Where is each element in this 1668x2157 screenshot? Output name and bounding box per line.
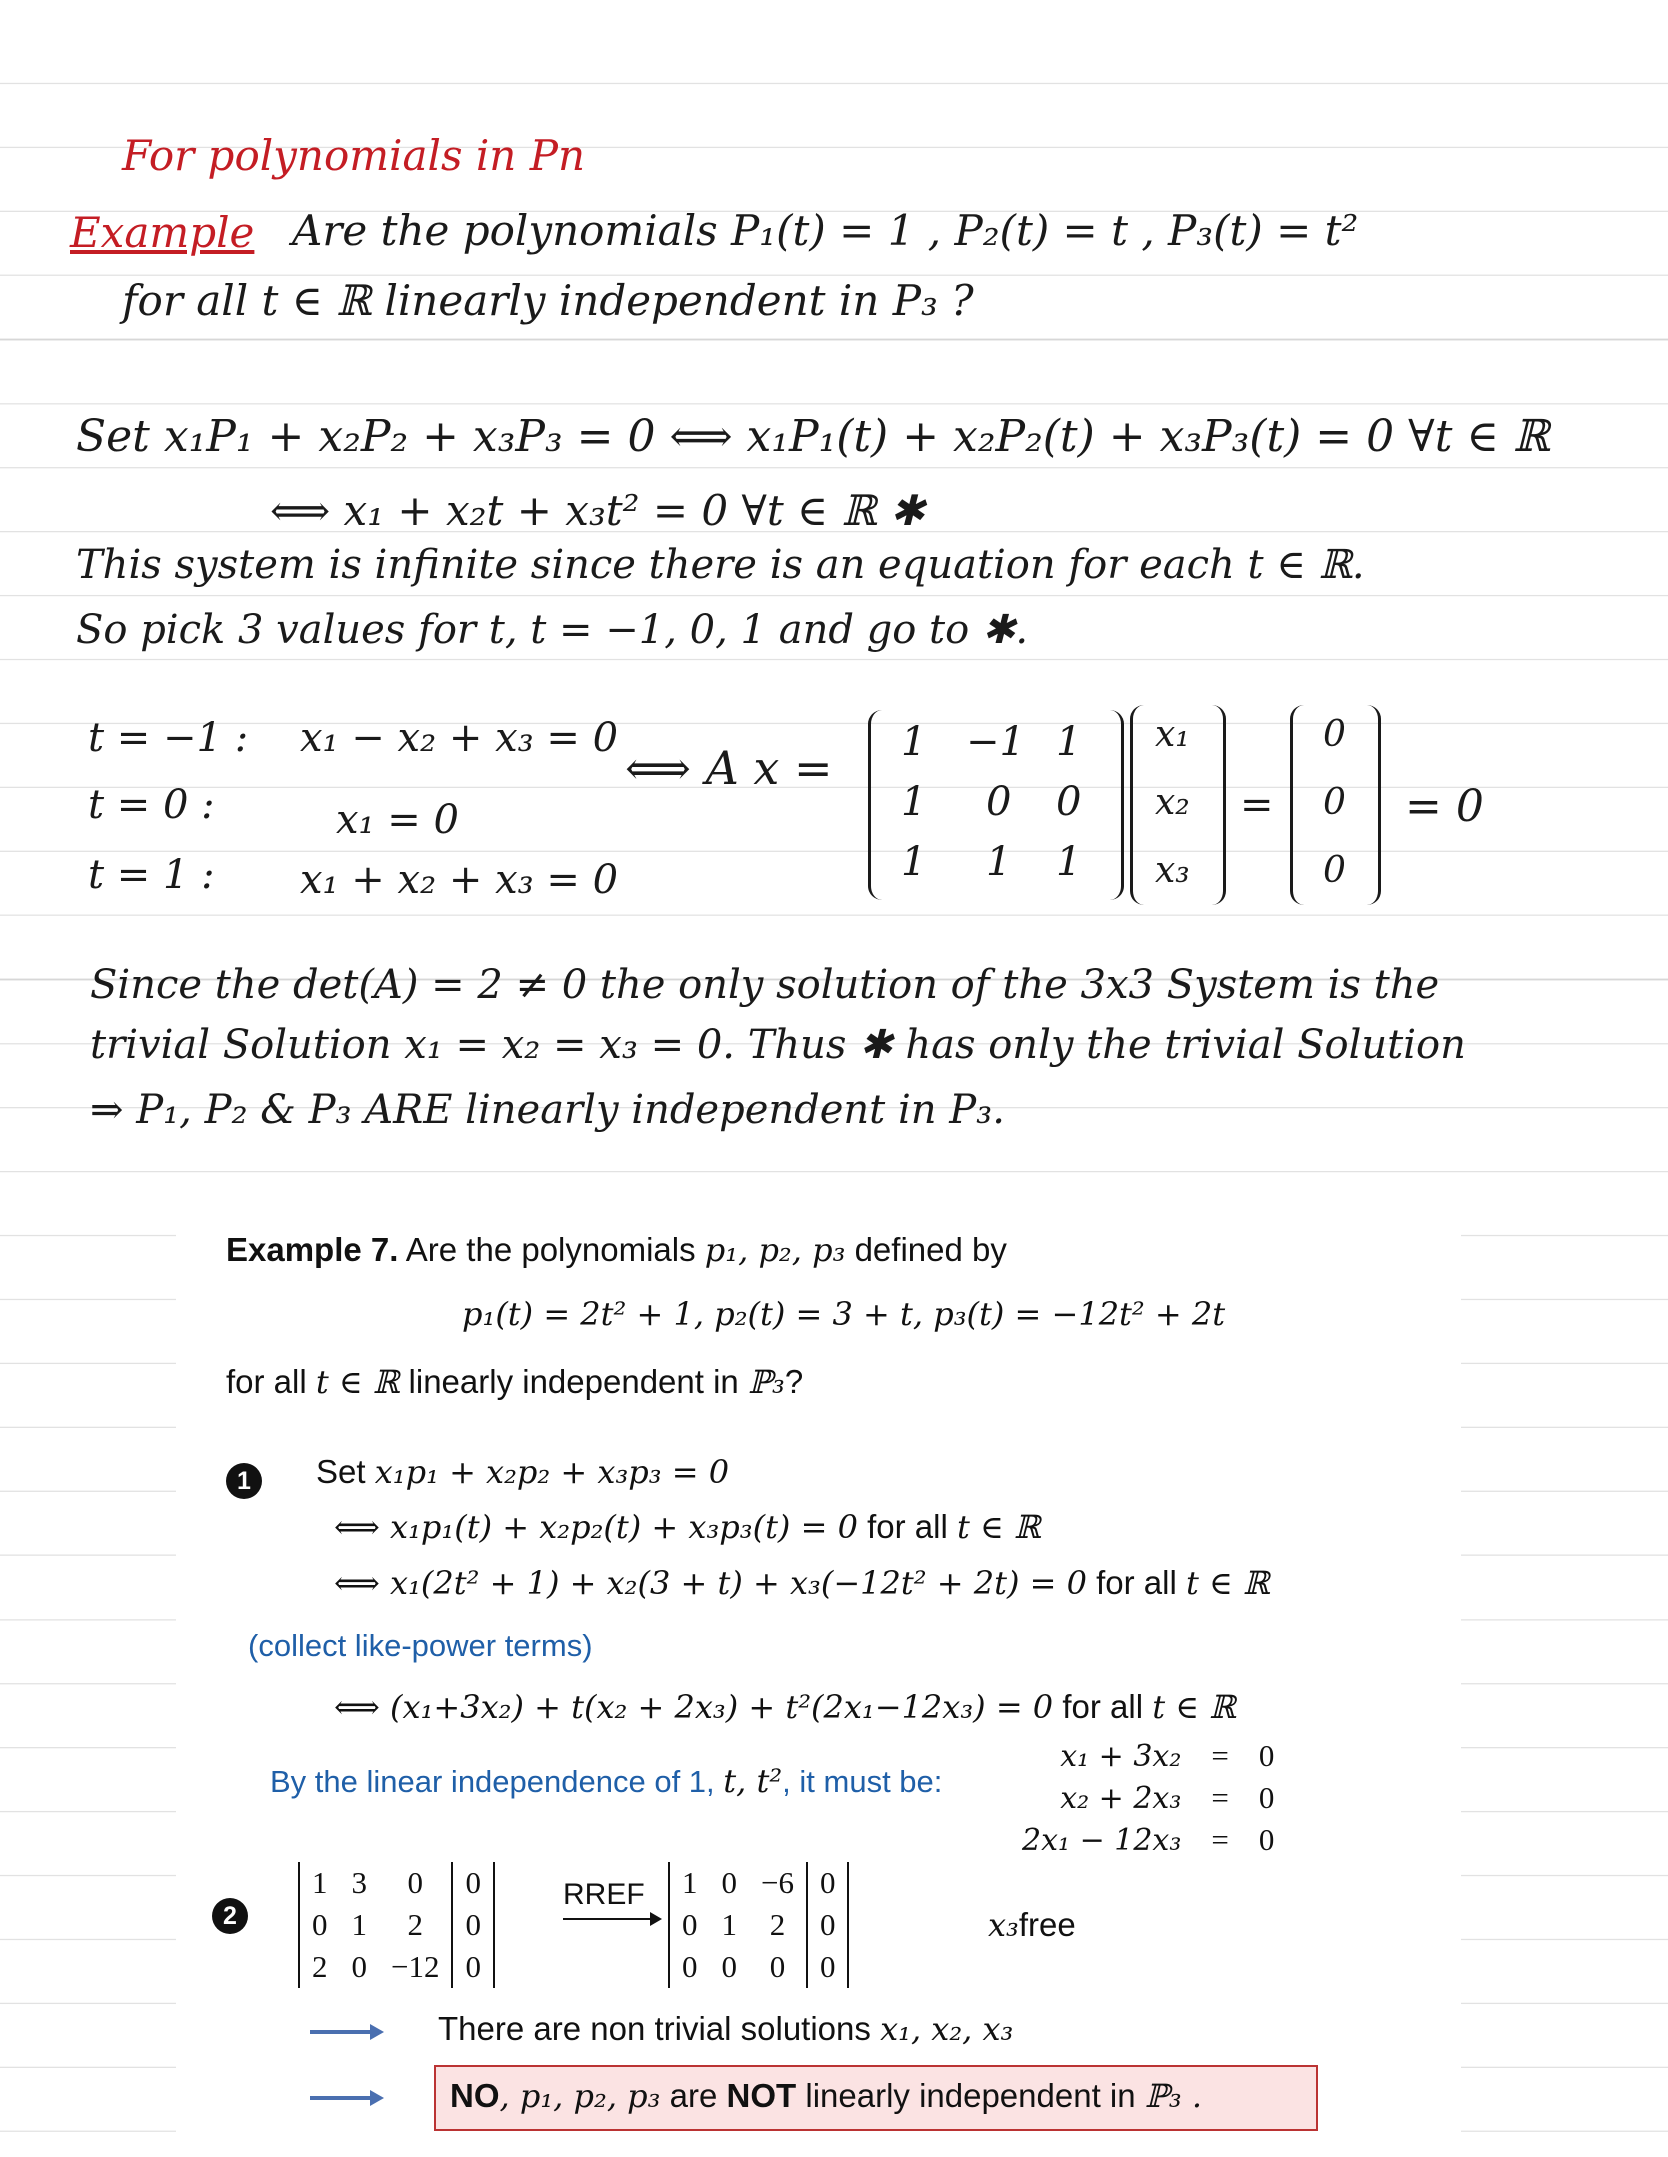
vector-zero-cell: 0 [1323, 714, 1346, 755]
nontrivial-vars: x₁, x₂, x₃ [880, 2010, 1014, 2048]
eq-label-t-1: t = 1 : [88, 852, 215, 898]
handwritten-equivalent-line: ⟺ x₁ + x₂t + x₃t² = 0 ∀t ∈ ℝ ✱ [270, 486, 925, 535]
ax-equals: ⟺ A x = [625, 741, 833, 795]
aug-cell: 0 [379, 1862, 452, 1904]
system-rhs: 0 [1258, 1822, 1275, 1857]
step-1-set-line [316, 1453, 730, 1491]
rref-cell: 0 [682, 1907, 698, 1942]
vector-zero-cell: 0 [1323, 850, 1346, 891]
handwritten-question-line-1: Are the polynomials P₁(t) = 1 , P₂(t) = t , P₃(t) = t² [292, 206, 1359, 255]
x3-free-note [988, 1906, 1076, 1944]
set-word: Set [316, 1453, 375, 1490]
system-lhs: x₂ + 2x₃ [1060, 1780, 1182, 1816]
byli-post: , it must be: [782, 1764, 943, 1799]
line-2-text: for all [857, 1508, 957, 1545]
eq-label-t-0: t = 0 : [88, 782, 215, 828]
step-1-line-3 [334, 1564, 1270, 1602]
polynomial-definitions: p₁(t) = 2t² + 1, p₂(t) = 3 + t, p₃(t) = −12t² + 2t [462, 1295, 1226, 1333]
aug-cell: 2 [312, 1949, 328, 1984]
collect-note: (collect like-power terms) [248, 1628, 593, 1663]
nontrivial-pre: There are non trivial solutions [438, 2010, 881, 2047]
linear-independence-note [270, 1762, 943, 1800]
aug-cell: −12 [379, 1946, 452, 1988]
vector-x-cell: x₃ [1155, 850, 1190, 891]
line-2-t: t ∈ ℝ [956, 1508, 1041, 1546]
answer-p3: ℙ₃ . [1144, 2077, 1203, 2115]
resulting-system [1010, 1735, 1286, 1861]
vector-zero [1290, 705, 1381, 905]
answer-vars: , p₁, p₂, p₃ [499, 2077, 661, 2115]
forall-post: linearly independent in [399, 1363, 748, 1400]
aug-cell: 1 [312, 1865, 328, 1900]
implies-arrow-1 [310, 2030, 374, 2034]
vector-x [1130, 705, 1226, 905]
rref-matrix [668, 1862, 849, 1988]
rref-label: RREF [563, 1878, 645, 1911]
forall-line [226, 1363, 804, 1401]
rref-cell: 0 [721, 1865, 737, 1900]
aug-cell: 0 [351, 1949, 367, 1984]
forall-q: ? [784, 1363, 804, 1400]
free-text: free [1018, 1906, 1076, 1943]
aug-row [300, 1862, 493, 1904]
answer-not: NOT [726, 2077, 797, 2114]
handwritten-pick-line: So pick 3 values for t, t = −1, 0, 1 and go to ✱. [76, 607, 1029, 653]
aug-cell: 0 [465, 1865, 481, 1900]
rref-cell: 1 [682, 1865, 698, 1900]
answer-text [450, 2077, 1203, 2115]
matrix-a [868, 710, 1124, 900]
handwritten-line-1: For polynomials in Pn [122, 131, 586, 180]
step-1-badge: 1 [226, 1463, 262, 1499]
equals-sign: = [1240, 782, 1274, 828]
x3-var: x₃ [988, 1906, 1019, 1944]
example-label: Example [70, 208, 255, 257]
system-row [1010, 1735, 1286, 1777]
rref-arrowhead [650, 1912, 662, 1926]
rref-row [670, 1904, 847, 1946]
rref-cell: 1 [721, 1907, 737, 1942]
system-rhs: 0 [1258, 1780, 1275, 1815]
heading-vars: p₁, p₂, p₃ [704, 1231, 846, 1269]
matrix-a-cell: 0 [1056, 779, 1082, 825]
system-row [1010, 1819, 1286, 1861]
aug-cell: 0 [312, 1907, 328, 1942]
rref-row [670, 1862, 847, 1904]
system-lhs: x₁ + 3x₂ [1060, 1738, 1182, 1774]
example-7-title: Example 7. [226, 1231, 399, 1268]
rref-cell: −6 [749, 1862, 807, 1904]
rref-cell: 0 [819, 1907, 836, 1942]
system-eq: = [1211, 1822, 1229, 1857]
vector-zero-cell: 0 [1323, 782, 1346, 823]
answer-are: are [660, 2077, 727, 2114]
rref-cell: 0 [721, 1949, 737, 1984]
handwritten-infinite-line: This system is infinite since there is an equation for each t ∈ ℝ. [76, 542, 1365, 588]
rref-arrow [563, 1918, 653, 1920]
equals-zero: = 0 [1405, 781, 1484, 832]
handwritten-since-line-3: ⇒ P₁, P₂ & P₃ ARE linearly independent in P₃. [90, 1087, 1005, 1133]
line-4-text: for all [1053, 1688, 1153, 1725]
matrix-a-cell: 1 [1056, 719, 1082, 765]
heading-text: Are the polynomials [398, 1231, 705, 1268]
rref-row [670, 1946, 847, 1988]
matrix-a-cell: 1 [901, 839, 927, 885]
nontrivial-line [438, 2010, 1014, 2048]
handwritten-since-line-2: trivial Solution x₁ = x₂ = x₃ = 0. Thus ✱ has only the trivial Solution [90, 1022, 1466, 1068]
rref-cell: 0 [819, 1865, 836, 1900]
answer-rest: linearly independent in [796, 2077, 1145, 2114]
line-3-math: ⟺ x₁(2t² + 1) + x₂(3 + t) + x₃(−12t² + 2t) = 0 [334, 1564, 1087, 1602]
handwritten-since-line-1: Since the det(A) = 2 ≠ 0 the only solution of the 3x3 System is the [90, 962, 1440, 1008]
set-equation: x₁p₁ + x₂p₂ + x₃p₃ = 0 [374, 1453, 730, 1491]
matrix-a-cell: −1 [966, 719, 1025, 765]
step-1-line-4 [334, 1688, 1236, 1726]
heading-end: defined by [845, 1231, 1007, 1268]
vector-x-cell: x₁ [1155, 714, 1190, 755]
matrix-a-cell: 1 [1056, 839, 1082, 885]
handwritten-question-line-2: for all t ∈ ℝ linearly independent in P₃ ? [122, 276, 974, 325]
line-3-t: t ∈ ℝ [1185, 1564, 1270, 1602]
answer-no: NO [450, 2077, 500, 2114]
eq-label-t-minus-1: t = −1 : [88, 715, 249, 761]
line-4-t: t ∈ ℝ [1152, 1688, 1236, 1726]
matrix-a-cell: 1 [986, 839, 1012, 885]
eq-t-1: x₁ + x₂ + x₃ = 0 [300, 857, 619, 903]
aug-cell: 0 [465, 1907, 481, 1942]
system-lhs: 2x₁ − 12x₃ [1022, 1822, 1182, 1858]
aug-cell: 0 [465, 1949, 481, 1984]
system-eq: = [1211, 1780, 1229, 1815]
aug-cell: 1 [351, 1907, 367, 1942]
matrix-a-cell: 1 [901, 779, 927, 825]
eq-t-minus-1: x₁ − x₂ + x₃ = 0 [300, 715, 619, 761]
rref-cell: 0 [749, 1946, 807, 1988]
system-eq: = [1211, 1738, 1229, 1773]
aug-row [300, 1946, 493, 1988]
implies-arrow-2 [310, 2096, 374, 2100]
forall-t: t ∈ ℝ [315, 1363, 400, 1401]
step-1-line-2 [334, 1508, 1041, 1546]
byli-pre: By the linear independence of 1, [270, 1764, 724, 1799]
step-2-badge: 2 [212, 1898, 248, 1934]
matrix-a-cell: 0 [986, 779, 1012, 825]
handwritten-set-line: Set x₁P₁ + x₂P₂ + x₃P₃ = 0 ⟺ x₁P₁(t) + x₂P₂(t) + x₃P₃(t) = 0 ∀t ∈ ℝ [76, 411, 1550, 462]
eq-t-0: x₁ = 0 [336, 797, 459, 843]
byli-vars: t, t² [723, 1762, 783, 1800]
rref-cell: 0 [819, 1949, 836, 1984]
aug-cell: 3 [351, 1865, 367, 1900]
forall-p3: ℙ₃ [747, 1363, 785, 1401]
matrix-a-cell: 1 [901, 719, 927, 765]
augmented-matrix [298, 1862, 495, 1988]
line-4-math: ⟺ (x₁+3x₂) + t(x₂ + 2x₃) + t²(2x₁−12x₃) = 0 [334, 1688, 1054, 1726]
example-7-heading [226, 1231, 1007, 1269]
aug-cell: 2 [379, 1904, 452, 1946]
system-rhs: 0 [1258, 1738, 1275, 1773]
rref-cell: 0 [682, 1949, 698, 1984]
forall-pre: for all [226, 1363, 316, 1400]
vector-x-cell: x₂ [1155, 782, 1190, 823]
aug-row [300, 1904, 493, 1946]
line-2-math: ⟺ x₁p₁(t) + x₂p₂(t) + x₃p₃(t) = 0 [334, 1508, 858, 1546]
rref-cell: 2 [749, 1904, 807, 1946]
system-row [1010, 1777, 1286, 1819]
line-3-text: for all [1086, 1564, 1186, 1601]
